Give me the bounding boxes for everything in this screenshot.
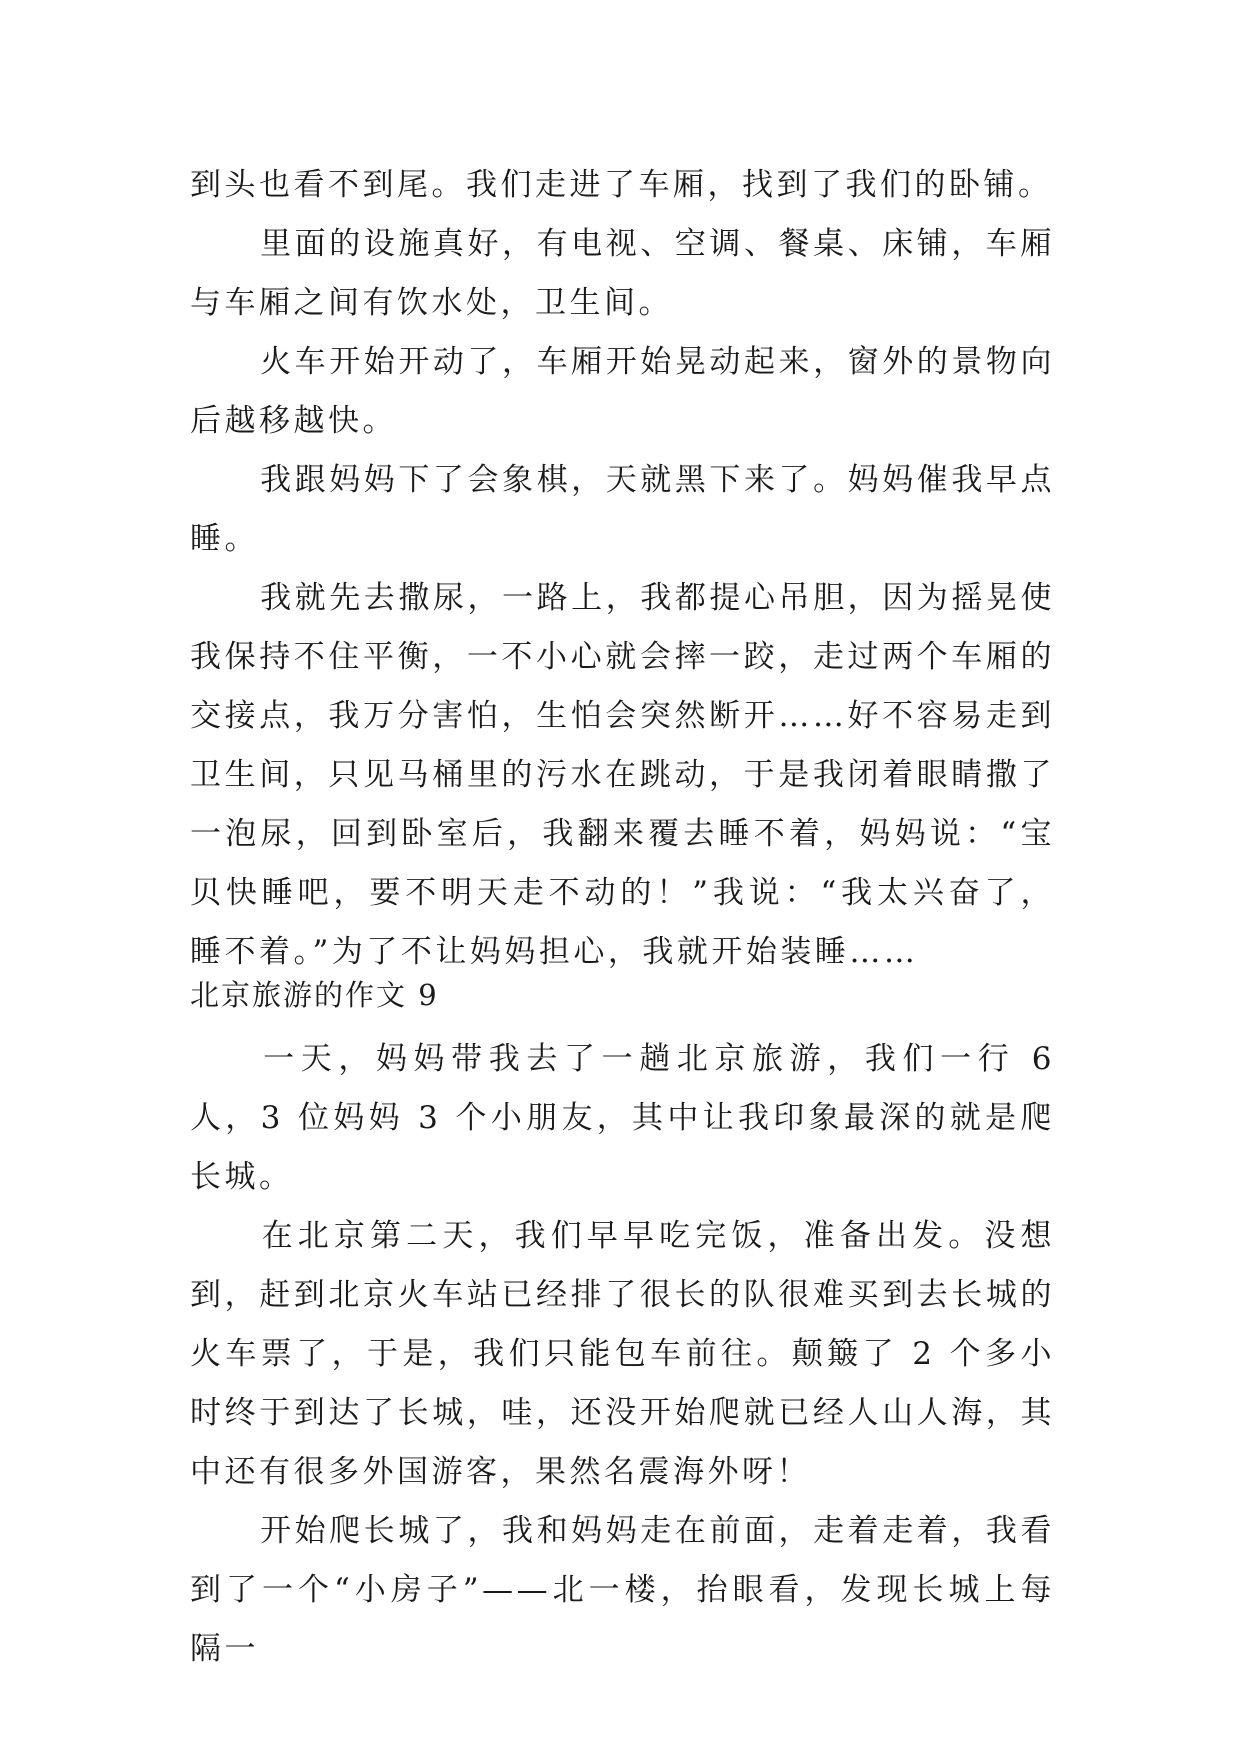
paragraph: 在北京第二天，我们早早吃完饭，准备出发。没想到，赶到北京火车站已经排了很长的队很难买到去长城的火车票了，于是，我们只能包车前往。颠簸了 2 个多小时终于到达了长城，哇，还没开始爬就已经人山人海，其中还有很多外国游客，果然名震海外呀！ — [190, 1218, 1055, 1490]
paragraph: 里面的设施真好，有电视、空调、餐桌、床铺，车厢与车厢之间有饮水处，卫生间。 — [190, 226, 1055, 321]
paragraph: 火车开始开动了，车厢开始晃动起来，窗外的景物向后越移越快。 — [190, 344, 1055, 439]
paragraph: 一天，妈妈带我去了一趟北京旅游，我们一行 6 人，3 位妈妈 3 个小朋友，其中让我印象最深的就是爬长城。 — [190, 1041, 1055, 1195]
text-block-part1 — [190, 156, 1055, 982]
section-title: 北京旅游的作文 9 — [190, 978, 439, 1012]
paragraph: 开始爬长城了，我和妈妈走在前面，走着走着，我看到了一个“小房子”——北一楼，抬眼看，发现长城上每隔一 — [190, 1513, 1055, 1667]
paragraph: 到头也看不到尾。我们走进了车厢，找到了我们的卧铺。 — [190, 167, 1053, 203]
paragraph: 我跟妈妈下了会象棋，天就黑下来了。妈妈催我早点睡。 — [190, 462, 1055, 557]
text-block-part2 — [190, 1030, 1055, 1679]
paragraph: 我就先去撒尿，一路上，我都提心吊胆，因为摇晃使我保持不住平衡，一不小心就会摔一跤，走过两个车厢的交接点，我万分害怕，生怕会突然断开……好不容易走到卫生间，只见马桶里的污水在跳动，于是我闭着眼睛撒了一泡尿，回到卧室后，我翻来覆去睡不着，妈妈说：“宝贝快睡吧，要不明天走不动的！”我说：“我太兴奋了，睡不着。”为了不让妈妈担心，我就开始装睡…… — [190, 580, 1055, 970]
